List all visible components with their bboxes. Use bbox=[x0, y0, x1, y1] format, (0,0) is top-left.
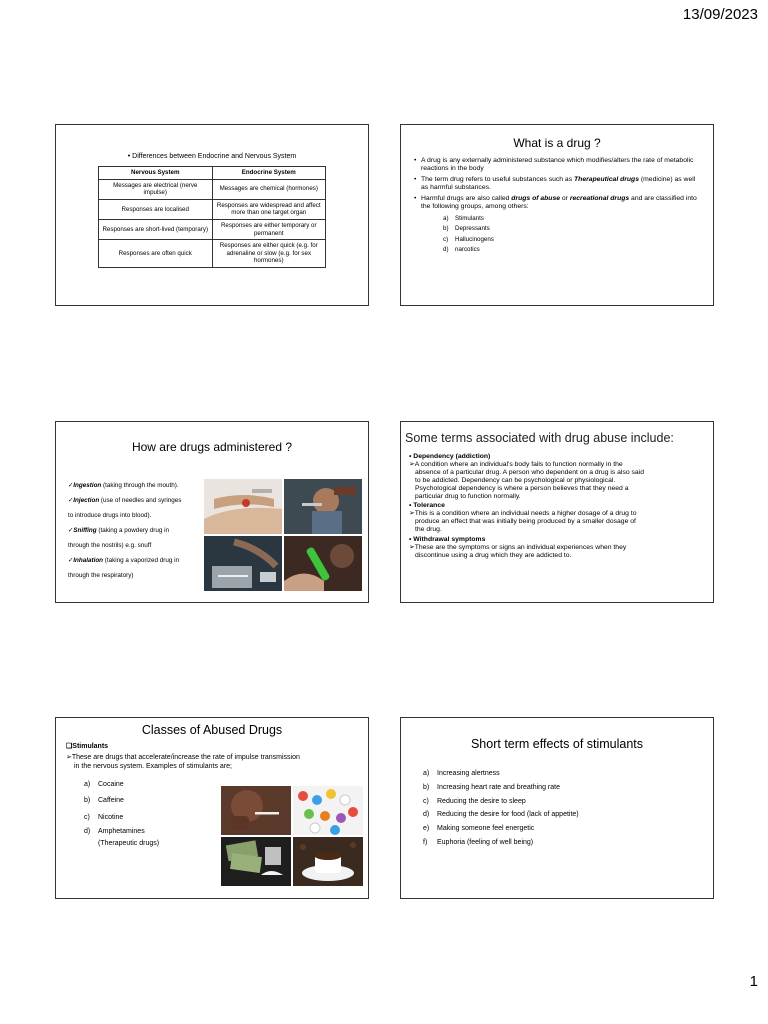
term-text: the drug. bbox=[415, 526, 442, 534]
list-text: Making someone feel energetic bbox=[437, 825, 535, 833]
term-heading: • Dependency (addiction) bbox=[409, 453, 491, 460]
column-header: Endocrine System bbox=[212, 167, 326, 180]
injection-photo bbox=[284, 479, 362, 534]
list-note: (Therapeutic drugs) bbox=[98, 840, 160, 848]
route-text: through the nostrils) e.g. snuff bbox=[68, 542, 152, 549]
bullet-text: (medicine) as well as harmful substances. bbox=[421, 176, 696, 192]
list-item bbox=[423, 781, 713, 795]
list-text: Hallucinogens bbox=[455, 235, 494, 243]
term-text: absence of a particular drug. A person who dependent on a drug is also said bbox=[415, 468, 644, 476]
list-text: Euphoria (feeling of well being) bbox=[437, 838, 534, 846]
route-text: (taking a vaporized drug in bbox=[103, 557, 179, 564]
list-item bbox=[423, 836, 713, 850]
list-item bbox=[423, 822, 713, 836]
term-name: Tolerance bbox=[413, 502, 445, 510]
list-text: Increasing heart rate and breathing rate bbox=[437, 783, 560, 791]
table-cell: Responses are often quick bbox=[99, 240, 213, 268]
list-letter: c) bbox=[84, 813, 90, 821]
administration-routes bbox=[68, 478, 218, 583]
route-text: (use of needles and syringes bbox=[99, 497, 182, 504]
emphasis-text: recreational drugs bbox=[569, 195, 630, 203]
slide-drug-abuse-terms bbox=[400, 421, 714, 603]
effects-list bbox=[401, 767, 713, 850]
list-text: Reducing the desire to sleep bbox=[437, 797, 526, 805]
comparison-table bbox=[98, 166, 326, 268]
list-letter: c) bbox=[443, 235, 449, 243]
slide-what-is-a-drug bbox=[400, 124, 714, 306]
list-letter: d) bbox=[84, 828, 91, 836]
table-row bbox=[99, 240, 326, 268]
list-item bbox=[423, 767, 713, 781]
route-term: Sniffing bbox=[73, 527, 97, 534]
administration-photo-grid bbox=[204, 479, 362, 591]
slide-title: What is a drug ? bbox=[513, 136, 601, 150]
list-item: ✓Inhalation (taking a vaporized drug in through the respiratory) bbox=[68, 557, 179, 579]
slide-title: Some terms associated with drug abuse include: bbox=[405, 431, 674, 445]
table-cell: Responses are localised bbox=[99, 199, 213, 219]
list-letter: a) bbox=[443, 214, 449, 222]
table-cell: Messages are electrical (nerve impulse) bbox=[99, 179, 213, 199]
cocaine-photo bbox=[221, 837, 291, 886]
table-cell: Responses are widespread and affect more than one target organ bbox=[212, 199, 326, 219]
page-date: 13/09/2023 bbox=[682, 6, 758, 23]
table-header-row bbox=[99, 167, 326, 180]
table-cell: Responses are either temporary or permanent bbox=[212, 219, 326, 239]
term-text: ➢These are the symptoms or signs an individual experiences when they bbox=[409, 543, 627, 551]
list-text: Nicotine bbox=[98, 813, 124, 821]
list-item bbox=[443, 245, 703, 256]
route-text: (taking through the mouth). bbox=[101, 482, 179, 489]
table-row bbox=[99, 219, 326, 239]
list-letter: b) bbox=[423, 783, 430, 791]
term-text: particular drug to function normally. bbox=[415, 492, 521, 500]
drug-group-list bbox=[421, 214, 703, 256]
bullet-text: A drug is any externally administered substance which modifies/alters the rate of metabolic reactions in the body bbox=[421, 157, 694, 173]
list-text: Amphetamines bbox=[98, 828, 145, 836]
list-item: • Harmful drugs are also called drugs of abuse or recreational drugs and are classified into the following groups, among others: a) Stimulants b) Depressants c) Hallucinogens d) narcotics bbox=[421, 195, 703, 256]
list-letter: a) bbox=[84, 780, 91, 788]
list-letter: e) bbox=[423, 825, 430, 833]
term-heading: • Tolerance bbox=[409, 502, 445, 510]
list-letter: c) bbox=[423, 797, 429, 805]
list-text: Stimulants bbox=[455, 214, 484, 222]
slide-heading: • Differences between Endocrine and Nervous System bbox=[127, 153, 297, 160]
list-text: narcotics bbox=[455, 246, 480, 254]
class-description: ➢These are drugs that accelerate/increase the rate of impulse transmission bbox=[66, 754, 300, 762]
column-header: Nervous System bbox=[99, 167, 213, 180]
class-description: in the nervous system. Examples of stimulants are; bbox=[74, 762, 232, 770]
list-letter: a) bbox=[423, 770, 430, 777]
inhalation-photo bbox=[284, 536, 362, 591]
list-text: Increasing alertness bbox=[437, 770, 500, 777]
stimulants-photo-grid bbox=[221, 786, 363, 886]
bullet-list bbox=[401, 157, 713, 256]
slide-short-term-effects bbox=[400, 717, 714, 899]
list-text: Reducing the desire for food (lack of appetite) bbox=[437, 811, 579, 819]
stimulants-body bbox=[56, 743, 368, 771]
list-item: ✓Injection (use of needles and syringes to introduce drugs into blood). bbox=[68, 497, 182, 519]
table-cell: Responses are short-lived (temporary) bbox=[99, 219, 213, 239]
bullet-text: or bbox=[560, 195, 570, 203]
list-item bbox=[423, 795, 713, 809]
list-text: Cocaine bbox=[98, 780, 124, 788]
bullet-text: The term drug refers to useful substances such as bbox=[421, 176, 575, 184]
bullet-text: Harmful drugs are also called bbox=[421, 195, 512, 203]
list-letter: d) bbox=[423, 811, 430, 819]
table-row bbox=[99, 179, 326, 199]
list-item bbox=[443, 214, 703, 225]
list-text: Caffeine bbox=[98, 797, 124, 805]
emphasis-text: Therapeutical drugs bbox=[574, 176, 639, 184]
term-text: produce an effect that was initially being produced by a smaller dosage of bbox=[415, 518, 636, 526]
term-heading: • Withdrawal symptoms bbox=[409, 536, 486, 544]
list-letter: b) bbox=[84, 797, 91, 805]
list-item bbox=[443, 224, 703, 235]
ingestion-photo bbox=[204, 479, 282, 534]
sniffing-photo bbox=[204, 536, 282, 591]
slide-title: Short term effects of stimulants bbox=[470, 737, 644, 751]
list-letter: d) bbox=[443, 246, 449, 254]
terms-body bbox=[401, 453, 713, 560]
list-item: • The term drug refers to useful substances such as Therapeutical drugs (medicine) as well as harmful substances. bbox=[414, 176, 696, 192]
class-heading: ❑Stimulants bbox=[66, 743, 109, 750]
route-term: Injection bbox=[73, 497, 100, 504]
emphasis-text: drugs of abuse bbox=[511, 195, 561, 203]
route-term: Ingestion bbox=[73, 482, 102, 489]
list-item: ✓Ingestion (taking through the mouth). bbox=[68, 482, 179, 489]
smoking-photo bbox=[221, 786, 291, 835]
list-letter: f) bbox=[423, 838, 428, 846]
table-cell: Messages are chemical (hormones) bbox=[212, 179, 326, 199]
list-letter: b) bbox=[443, 225, 449, 233]
table-cell: Responses are either quick (e.g. for adrenaline or slow (e.g. for sex hormones) bbox=[212, 240, 326, 268]
term-name: Withdrawal symptoms bbox=[413, 536, 486, 544]
slide-drug-administration bbox=[55, 421, 369, 603]
list-text: Depressants bbox=[455, 225, 490, 233]
route-text: (taking a powdery drug in bbox=[96, 527, 170, 534]
list-item bbox=[423, 808, 713, 822]
list-item: ✓Sniffing (taking a powdery drug in through the nostrils) e.g. snuff bbox=[68, 527, 170, 549]
term-text: to be addicted. Dependency can be psychological or physiological. bbox=[415, 476, 616, 484]
pills-photo bbox=[293, 786, 363, 835]
coffee-photo bbox=[293, 837, 363, 886]
list-item: • A drug is any externally administered substance which modifies/alters the rate of metabolic reactions in the body bbox=[414, 157, 694, 173]
table-row bbox=[99, 199, 326, 219]
term-text: Psychological dependency is where a person believes that they need a bbox=[415, 484, 629, 492]
slide-title: Classes of Abused Drugs bbox=[141, 723, 283, 737]
slide-title: How are drugs administered ? bbox=[131, 440, 293, 454]
list-item bbox=[443, 235, 703, 246]
bullet-text: and are classified into the following groups, among others: bbox=[421, 195, 697, 211]
route-term: Inhalation bbox=[73, 557, 104, 564]
slide-endocrine-vs-nervous bbox=[55, 124, 369, 306]
term-name: Dependency (addiction) bbox=[413, 453, 491, 460]
route-text: to introduce drugs into blood). bbox=[68, 512, 152, 519]
slide-classes-of-abused-drugs bbox=[55, 717, 369, 899]
term-text: ➢A condition where an individual's body fails to function normally in the bbox=[409, 460, 623, 468]
term-text: discontinue using a drug which they are addicted to. bbox=[415, 551, 572, 559]
route-text: through the respiratory) bbox=[68, 572, 134, 579]
term-text: ➢This is a condition where an individual needs a higher dosage of a drug to bbox=[409, 510, 637, 518]
page-number: 1 bbox=[749, 973, 758, 990]
